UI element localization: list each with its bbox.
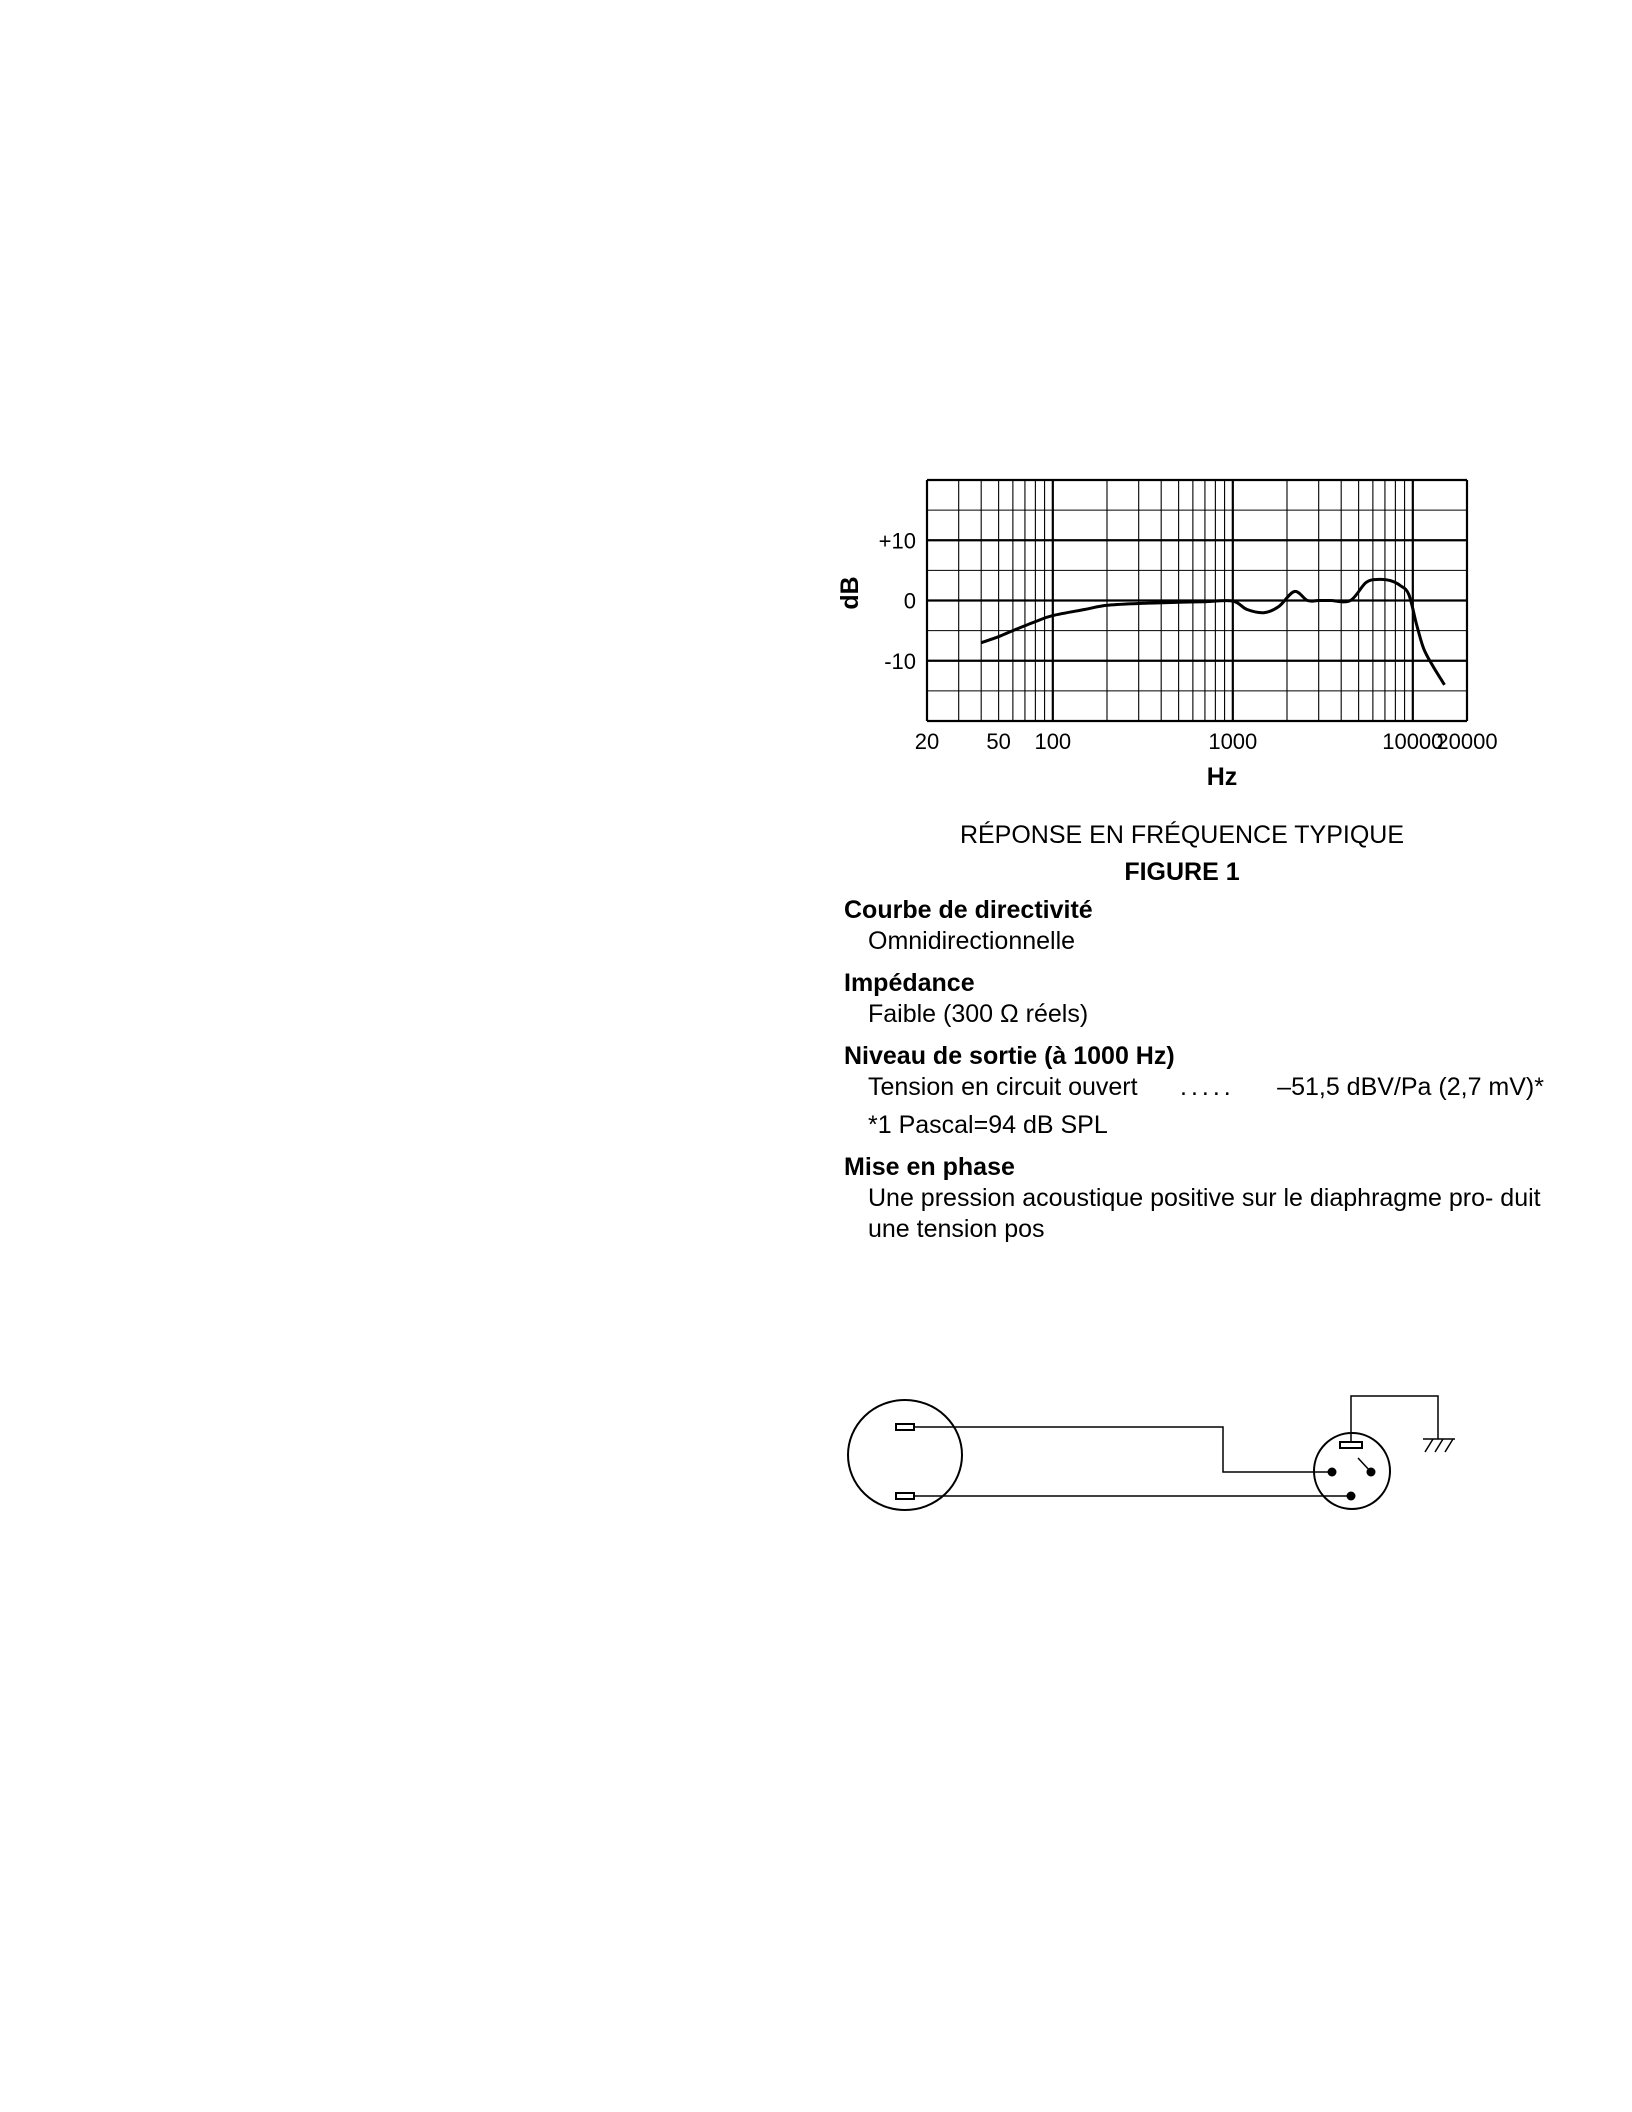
- wiring-diagram: [845, 1385, 1465, 1515]
- response-curve: [981, 579, 1444, 684]
- spec-value: Une pression acoustique positive sur le diaphragme pro- duit une tension pos: [868, 1184, 1541, 1243]
- spec-footnote: *1 Pascal=94 dB SPL: [868, 1111, 1108, 1139]
- y-axis-label: dB: [836, 576, 864, 610]
- xlr-pin1-link: [1358, 1458, 1371, 1472]
- y-tick-label: -10: [884, 648, 916, 674]
- x-axis-label: Hz: [1206, 763, 1238, 791]
- spec-title: Impédance: [844, 969, 975, 997]
- x-tick-label: 20: [914, 729, 940, 754]
- frequency-response-chart: [830, 465, 1530, 800]
- spec-leader-row: [844, 1072, 1544, 1103]
- x-tick-labels: [915, 729, 1498, 754]
- spec-polarity: [844, 1152, 1544, 1245]
- x-tick-label: 20000: [1436, 729, 1498, 754]
- xlr-pin-3: [1347, 1492, 1356, 1501]
- cartridge-terminal-bottom: [896, 1493, 914, 1499]
- ground-symbol: [1423, 1439, 1455, 1452]
- spec-value: –51,5 dBV/Pa (2,7 mV)*: [1277, 1073, 1544, 1101]
- xlr-ground-lug: [1340, 1442, 1362, 1448]
- spec-impedance: [844, 968, 1544, 1030]
- response-curve-group: [981, 579, 1444, 684]
- spec-value: Faible (300 Ω réels): [868, 1000, 1089, 1028]
- spec-output-level: [844, 1041, 1544, 1141]
- y-tick-labels: [879, 528, 916, 674]
- x-tick-label: 10000: [1382, 729, 1444, 754]
- cartridge-terminal-top: [896, 1424, 914, 1430]
- x-tick-label: 1000: [1208, 729, 1258, 754]
- xlr-pin-2: [1328, 1468, 1337, 1477]
- spec-title: Courbe de directivité: [844, 896, 1093, 924]
- x-tick-label: 100: [1034, 729, 1072, 754]
- leader-dots: .....: [1180, 1073, 1235, 1101]
- x-tick-label: 50: [986, 729, 1011, 754]
- spec-title: Mise en phase: [844, 1153, 1015, 1181]
- spec-polar-pattern: [844, 895, 1544, 957]
- spec-value: Omnidirectionnelle: [868, 927, 1076, 955]
- figure-number: FIGURE 1: [1124, 858, 1240, 886]
- y-tick-label: +10: [878, 528, 916, 554]
- spec-label: Tension en circuit ouvert: [868, 1073, 1138, 1101]
- wire-positive: [914, 1427, 1332, 1472]
- y-tick-label: 0: [903, 588, 916, 614]
- specifications: [844, 895, 1544, 1256]
- spec-title: Niveau de sortie (à 1000 Hz): [844, 1042, 1175, 1070]
- figure-caption-title: RÉPONSE EN FRÉQUENCE TYPIQUE: [959, 821, 1405, 849]
